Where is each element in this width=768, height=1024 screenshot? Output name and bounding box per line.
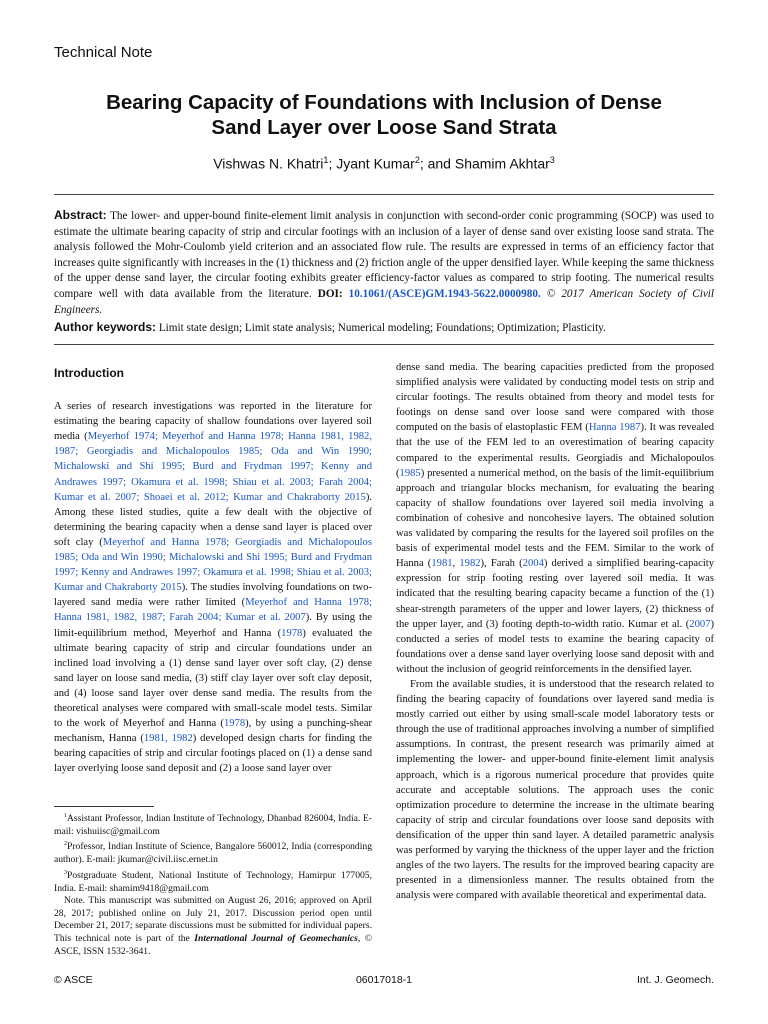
copyright: © 2017 American Society of Civil Engineers. (54, 287, 714, 316)
article-title (54, 90, 714, 140)
right-text: ) derived a simplified bearing-capacity expression for strip footing resting over layered soil media. It was indicated that the resulting bearing capacity became a function of the (1) shear-strength parameters of the upper and lower layers, (2) thickness of the upper layer, and (3) footing depth-to-width ratio. Kumar et al. ( (396, 558, 715, 630)
intro-text: ). Among these listed studies, quite a few dealt with the objective of determining the bearing capacity when a dense sand layer is placed over soft clay ( (54, 491, 372, 548)
footnote-1-text: Assistant Professor, Indian Institute of Technology, Dhanbad 826004, India. E-mail: vishuiisc@gmail.com (54, 813, 372, 837)
divider-top (54, 194, 714, 195)
right-text: ), Farah ( (480, 558, 523, 570)
author-1-affil: 1 (323, 155, 329, 165)
footer-journal: Int. J. Geomech. (636, 974, 714, 986)
right-citation-link[interactable]: 2004 (522, 558, 544, 570)
intro-text: A series of research investigations was reported in the literature for estimating the bearing capacity of shallow foundations over layered soil media ( (54, 401, 372, 443)
title-line-2: Sand Layer over Loose Sand Strata (211, 116, 557, 139)
abstract (54, 208, 714, 318)
doi-label: DOI: (317, 287, 343, 300)
title-line-1: Bearing Capacity of Foundations with Inclusion of Dense (106, 91, 662, 114)
right-citation-link[interactable]: Hanna 1987 (588, 422, 641, 434)
note-text: Note. This manuscript was submitted on August 26, 2016; approved on April 28, 2017; published online on July 21, 2017. Discussion period open until December 21, 2017; separate discussions must be submitted for individual papers. This technical note is part of the (54, 895, 372, 944)
intro-paragraph-1 (54, 399, 372, 776)
intro-citation-link[interactable]: 1978 (223, 718, 246, 730)
footnote-3-text: Postgraduate Student, National Institute of Technology, Hamirpur 177005, India. E-mail: shamim9418@gmail.com (54, 869, 372, 894)
footnote-3-mark: 3 (64, 869, 67, 876)
author-2-affil: 2 (414, 155, 420, 165)
footer-publisher: © ASCE (54, 974, 93, 986)
footnote-2-text: Professor, Indian Institute of Science, Bangalore 560012, India (corresponding author). E-mail: jkumar@civil.iisc.ernet.in (54, 841, 372, 866)
author-3-affil: 3 (549, 155, 555, 165)
right-citation-link[interactable]: 2007 (689, 618, 711, 630)
intro-text: ) evaluated the ultimate bearing capacity of strip and circular foundations under an inclined load involving a (1) dense sand layer over soft clay, (2) dense sand layer on loose sand media, (3) stiff clay layer over soft clay deposit, and (4) loose sand layer over dense sand media. The results from the theoretical analyses were compared with small-scale model tests. Similar to the work of Meyerhof and Hanna ( (54, 627, 372, 730)
right-paragraph-1 (396, 360, 714, 677)
footnotes (54, 810, 372, 958)
author-3[interactable]: Shamim Akhtar (454, 155, 550, 172)
footer-page-id: 06017018-1 (355, 974, 413, 986)
right-text: ) presented a numerical method, on the basis of the limit-equilibrium approach and triangular blocks mechanism, for evaluating the bearing capacity of shallow foundations over layered soil media involving a combination of cohesive and noncohesive layers. The obtained solution was validated by comparing the results for the layered soil profiles on the basis of experimental model tests and the FEM. Similar to the work of Hanna ( (396, 467, 714, 570)
intro-text: ) developed design charts for finding the bearing capacities of strip and circular footings placed on (1) a dense sand layer overlying loose sand deposit and (2) a loose sand layer over (54, 733, 372, 775)
keywords-text: Limit state design; Limit state analysis; Numerical modeling; Foundations; Optimization; Plasticity. (158, 322, 606, 334)
author-1[interactable]: Vishwas N. Khatri (213, 155, 324, 172)
footnote-2-mark: 2 (64, 841, 67, 848)
right-text: ). It was revealed that the use of the FEM led to an overestimation of bearing capacity compared to the experimental results. Georgiadis and Michalopoulos ( (396, 422, 714, 479)
author-sep-2: ; and (419, 155, 455, 172)
author-list (54, 155, 714, 172)
intro-text: ). By using the limit-equilibrium method, Meyerhof and Hanna ( (54, 612, 372, 639)
note-issn: , © ASCE, ISSN 1532-3641. (54, 932, 372, 957)
article-type: Technical Note (54, 44, 153, 61)
abstract-text: The lower- and upper-bound finite-element limit analysis in conjunction with second-order conic programming (SOCP) was used to estimate the ultimate bearing capacity of strip and circular footings with an inclusion of a layer of dense sand over existing loose sand strata. The analysis followed the Mohr-Coulomb yield criterion and an associated flow rule. The results are expressed in terms of an efficiency factor that increases quite significantly with increases in the (1) thickness and (2) friction angle of the upper densified layer. While keeping the same thickness of the upper dense sand layer, the circular footing exhibits greater efficiency-factor values as compared to strip footing. The numerical results compare well with data available from the literature. (54, 210, 714, 300)
footnote-1-mark: 1 (64, 813, 67, 819)
intro-citation-link[interactable]: Meyerhof 1974; Meyerhof and Hanna 1978; Hanna 1981, 1982, 1987; Georgiadis and Michalopoulos 1985; Oda and Win 1990; Michalowski and Shi 1995; Burd and Frydman 1997; Kenny and Andrawes 1997; Okamura et al. 1998; Shiau et al. 2003; Farah 2004; Kumar et al. 2007; Shoaei et al. 2012; Kumar and Chakraborty 2015 (54, 431, 372, 503)
footnote-3 (54, 867, 372, 895)
author-2[interactable]: Jyant Kumar (336, 155, 415, 172)
keywords-label: Author keywords: (54, 320, 157, 334)
footnote-2 (54, 838, 372, 866)
intro-citation-link[interactable]: Meyerhof and Hanna 1978; Hanna 1981, 1982, 1987; Farah 2004; Kumar et al. 2007 (54, 597, 372, 624)
section-heading-introduction: Introduction (54, 366, 124, 380)
intro-citation-link[interactable]: Meyerhof and Hanna 1978; Georgiadis and Michalopoulos 1985; Oda and Win 1990; Michalowski and Shi 1995; Burd and Frydman 1997; Kenny and Andrawes 1997; Okamura et al. 1998; Shiau et al. 2003; Kumar and Chakraborty 2015 (54, 536, 372, 594)
abstract-label: Abstract: (54, 208, 107, 222)
author-keywords (54, 320, 714, 336)
doi-link[interactable]: 10.1061/(ASCE)GM.1943-5622.0000980. (348, 287, 541, 300)
right-citation-link[interactable]: 1981 (431, 558, 453, 570)
intro-citation-link[interactable]: 1981, 1982 (143, 733, 193, 745)
right-column (396, 360, 714, 903)
right-paragraph-2: From the available studies, it is understood that the research related to finding the bearing capacity of foundations over layered sand media is mostly carried out either by using small-scale model laboratory tests or through the use of traditional approaches involving a number of simplified assumptions. In contrast, the present research was primarily aimed at implementing the lower- and upper-bound finite-element limit analysis approach, which is a rigorous numerical procedure that provides quite accurate and acceptable solutions. The approach uses the conic optimization procedure to determine the increase in the ultimate bearing capacity of strip and circular foundations over loose sand deposits with densification of the upper thin sand layer. A detailed parametric analysis was performed by varying the thickness of the upper layer and the friction angles of the two layers. The results for the improved bearing capacity are presented in a dimensionless manner. The results obtained from the analysis were compared with available theoretical and experimental data. (396, 678, 714, 902)
right-text: , (452, 558, 460, 570)
right-citation-link[interactable]: 1982 (459, 558, 481, 570)
intro-text: ). The studies involving foundations on two-layered sand media were rather limited ( (54, 582, 372, 609)
right-text: ) conducted a series of model tests to examine the bearing capacity of foundations over a dense sand layer overlying loose sand deposit with and without the inclusion of geogrid reinforcements in the densified layer. (396, 618, 714, 675)
submission-note (54, 895, 372, 958)
right-citation-link[interactable]: 1985 (399, 467, 421, 479)
author-sep-1: ; (328, 155, 337, 172)
left-column (54, 360, 372, 776)
divider-bottom (54, 344, 714, 345)
journal-name: International Journal of Geomechanics (194, 932, 358, 944)
footnote-1 (54, 810, 372, 838)
intro-text: ), by using a punching-shear mechanism, Hanna ( (54, 718, 373, 745)
footnote-divider (54, 806, 154, 807)
intro-citation-link[interactable]: 1978 (281, 627, 303, 639)
right-text: dense sand media. The bearing capacities predicted from the proposed simplified analysis were validated by conducting model tests on strip and circular footings. The results obtained from theory and model tests for footings on dense sand over loose sand were compared with those computed on the basis of elastoplastic FEM ( (396, 362, 714, 434)
